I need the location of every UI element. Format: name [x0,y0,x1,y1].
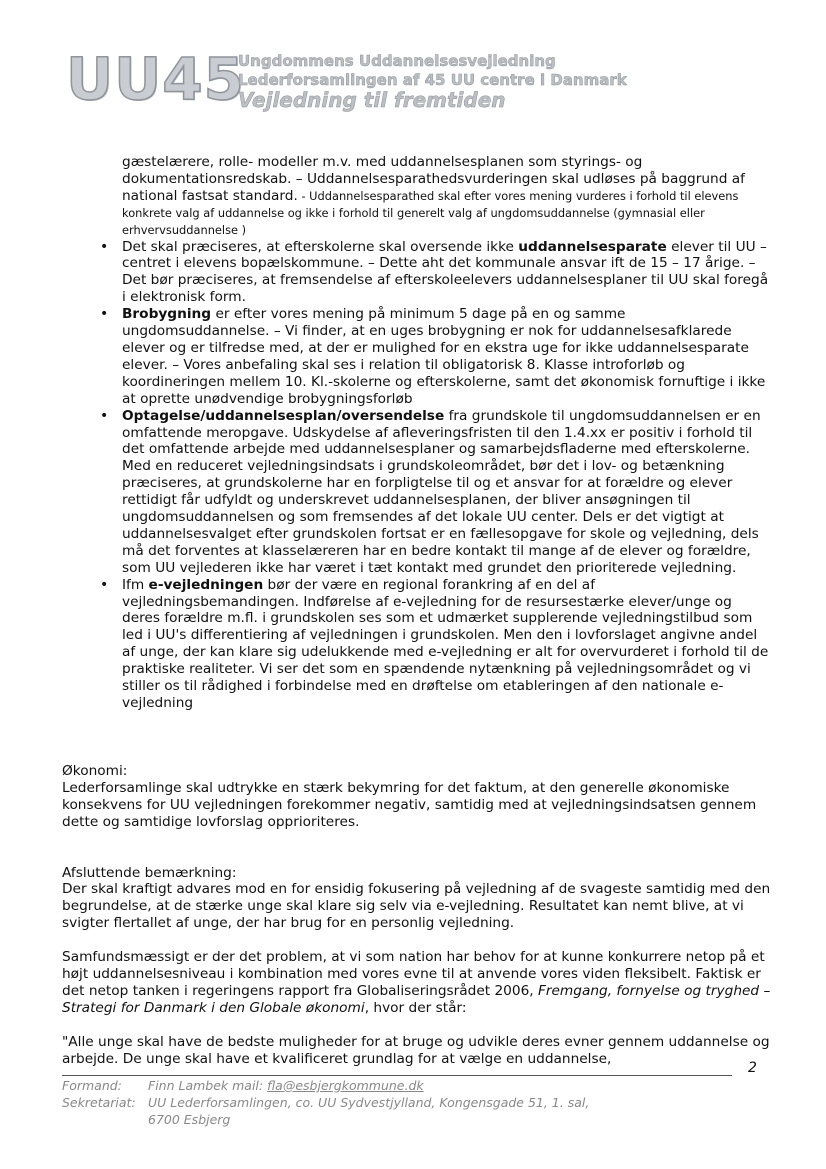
footer-formand-text: Finn Lambek mail: [148,1078,268,1093]
bullet-e-vejledning [62,577,772,712]
okonomi-heading: Økonomi: [62,762,128,779]
okonomi-paragraph: Lederforsamlinge skal udtrykke en stærk bekymring for det faktum, at den generelle økonomiske konsekvens for UU vejledningen forekommer negativ, samtidig med at vejledningsindsatsen gennem dette og samtidige lovforslag opprioriteres. [62,779,757,830]
bullet-bold: uddannelsesparate [518,238,667,255]
intro-text: gæstelærere, rolle- modeller m.v. med uddannelsesplanen som styrings- og dokumentationsredskab. – Uddannelsesparathedsvurderingen skal udløses på baggrund af national fastsat standard. [122,154,745,204]
header-tagline: Vejledning til fremtiden [238,88,506,112]
page-number: 2 [748,1060,757,1076]
samfund-paragraph [62,949,772,1017]
footer-divider [62,1075,732,1076]
footer-sekretariat-label: Sekretariat: [62,1095,136,1110]
intro-paragraph [62,154,772,239]
bullet-bold: Optagelse/uddannelsesplan/oversendelse [122,407,445,424]
footer-email-link[interactable]: fla@esbjergkommune.dk [267,1078,424,1093]
bullet-bold: e-vejledningen [148,576,264,593]
bullet-text: er efter vores mening på minimum 5 dage på en og samme ungdomsuddannelse. – Vi finder, at en uges brobygning er nok for uddannelsesafklarede elever og er tilfredse med, at der er mulighed for en ekstra uge for ikke uddannelsesparate elever. – Vores anbefaling skal ses i relation til obligatorisk 8. Klasse introforløb og koordineringen mellem 10. Kl.-skolerne og efterskolerne, samt det økonomisk fornuftige i ikke at oprette unødvendige brobygningsforløb [122,306,766,407]
report-title: Fremgang, fornyelse og tryghed – Strategi for Danmark i den Globale økonomi [62,982,771,1016]
header-org-name: Ungdommens Uddannelsesvejledning [238,52,556,70]
header-subtitle: Lederforsamlingen af 45 UU centre i Danmark [238,71,627,89]
samfund-text: Samfundsmæssigt er der det problem, at vi som nation har behov for at kunne konkurrere netop på et højt uddannelsesniveau i kombination med vores evne til at anvende vores viden fleksibelt. Faktisk er det netop tanken i regeringens rapport fra Globaliseringsrådet 2006, [62,949,765,999]
bullet-text: elever til UU –centret i elevens bopælskommune. – Dette aht det kommunale ansvar ift de 15 – 17 årige. – Det bør præciseres, at fremsendelse af efterskoleelevers uddannelsesplaner til UU skal foregå i elektronisk form. [122,238,769,306]
afslut-heading: Afsluttende bemærkning: [62,864,237,881]
footer-sekretariat-text: UU Lederforsamlingen, co. UU Sydvestjylland, Kongensgade 51, 1. sal, [148,1095,590,1110]
bullet-bold: Brobygning [122,306,212,323]
bullet-text: Det skal præciseres, at efterskolerne skal oversende ikke [122,238,519,255]
bullet-efterskoler [62,239,772,307]
uu45-logo: UU45 [66,45,245,113]
samfund-text-end: , hvor der står: [364,999,467,1016]
bullet-text: bør der være en regional forankring af en del af vejledningsbemandingen. Indførelse af e-vejledning for de resursestærke elever/unge og deres forældre m.fl. i grundskolen ses som et udmærket supplerende vejledningstilbud som led i UU's differentiering af vejledningen i grundskolen. Men den i lovforslaget angivne andel af unge, der kan klare sig udelukkende med e-vejledning er alt for overvurderet i forhold til de praktiske realiteter. Vi ser det som en spændende nytænkning på vejledningsområdet og vi stiller os til rådighed i forbindelse med en drøftelse om etableringen af den nationale e-vejledning [122,576,769,711]
bullet-optagelse [62,408,772,577]
footer-sekretariat [62,1094,589,1111]
bullet-list [62,239,772,712]
footer-city: 6700 Esbjerg [148,1112,231,1127]
afslut-paragraph: Der skal kraftigt advares mod en for ensidig fokusering på vejledning af de svageste samtidig med den begrundelse, at de stærke unge skal klare sig selv via e-vejledning. Resultatet kan nemt blive, at vi svigter flertallet af unge, der har brug for en personlig vejledning. [62,881,771,932]
intro-small-text: - Uddannelsesparathed skal efter vores mening vurderes i forhold til elevens konkrete valg af uddannelse og ikke i forhold til generelt valg af ungdomsuddannelse (gymnasial eller erhvervsuddannelse ) [122,188,739,237]
document-body [62,154,772,1068]
bullet-text: fra grundskole til ungdomsuddannelsen er en omfattende meropgave. Udskydelse af afleveringsfristen til den 1.4.xx er positiv i forhold til det omfattende arbejde med uddannelsesplaner og samarbejdsfladerne med efterskolerne. Med en reduceret vejledningsindsats i grundskoleområdet, bør det i lov- og betænkning præciseres, at grundskolerne har en forpligtelse til og et ansvar for at forældre og elever rettidigt får udfyldt og underskrevet uddannelsesplanen, der bliver ansøgningen til ungdomsuddannelsen og som fremsendes af det lokale UU center. Dels er det vigtigt at uddannelsesvalget efter grundskolen fortsat er en fællesopgave for skole og vejledning, dels må det forventes at klasselæreren har en bedre kontakt til mange af de elever og forældre, som UU vejlederen ikke har været i tæt kontakt med grundet den prioriterede vejledning. [122,407,761,576]
footer-formand-label: Formand: [62,1078,122,1093]
quote-paragraph: "Alle unge skal have de bedste muligheder for at bruge og udvikle deres evner gennem uddannelse og arbejde. De unge skal have et kvalificeret grundlag for at vælge en uddannelse, [62,1033,770,1067]
bullet-text: Ifm [122,576,149,593]
bullet-brobygning [62,306,772,407]
footer-formand [62,1077,424,1094]
